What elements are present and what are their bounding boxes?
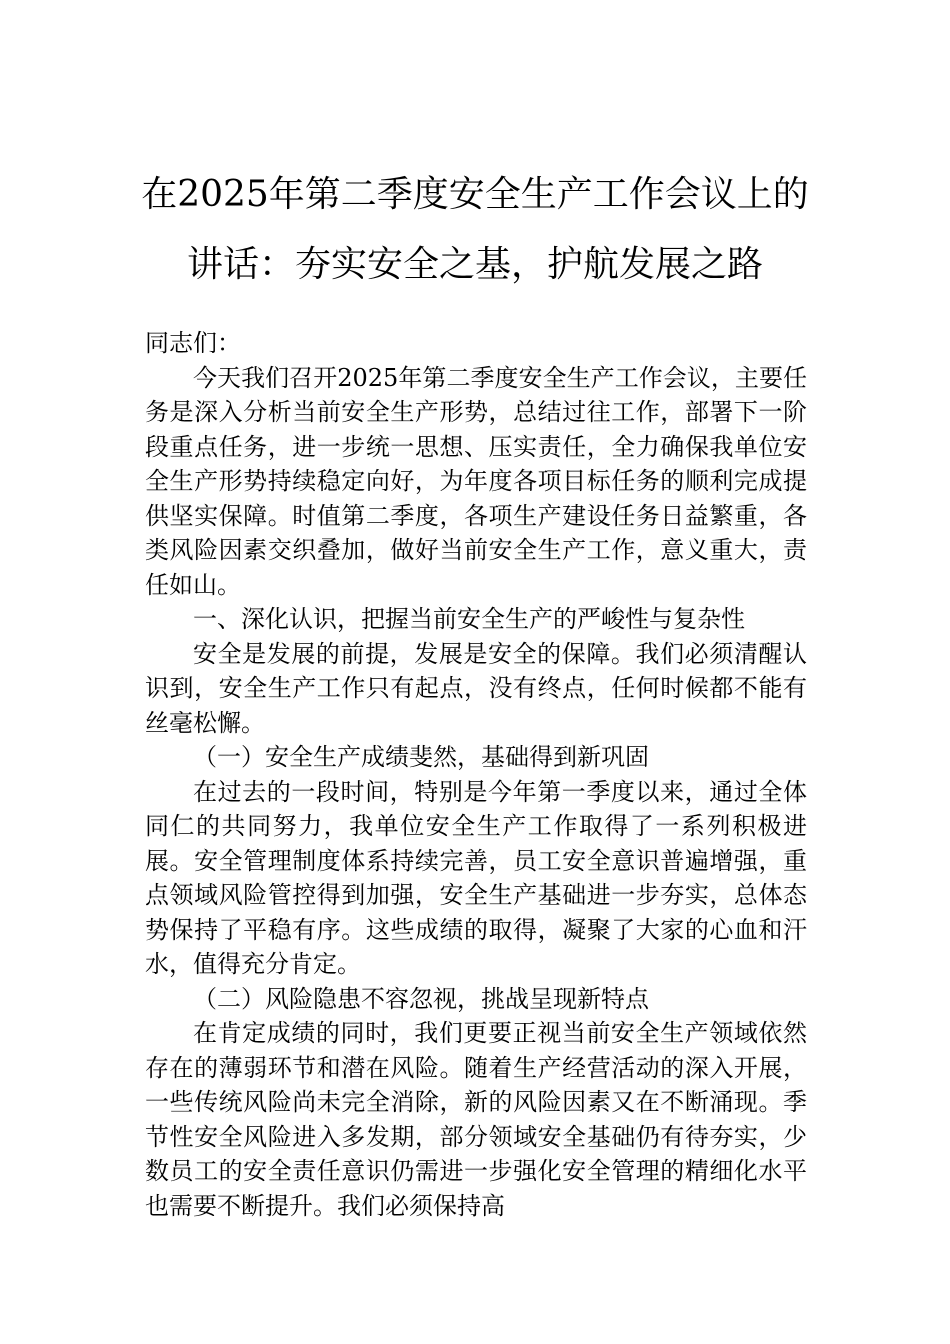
paragraph-subsection-1: 在过去的一段时间，特别是今年第一季度以来，通过全体同仁的共同努力，我单位安全生产工作取得了一系列积极进展。安全管理制度体系持续完善，员工安全意识普遍增强，重点领域风险管控得到加强，安全生产基础进一步夯实，总体态势保持了平稳有序。这些成绩的取得，凝聚了大家的心血和汗水，值得充分肯定。 <box>145 777 807 978</box>
paragraph-subsection-2: 在肯定成绩的同时，我们更要正视当前安全生产领域依然存在的薄弱环节和潜在风险。随着生产经营活动的深入开展，一些传统风险尚未完全消除，新的风险因素又在不断涌现。季节性安全风险进入多发期，部分领域安全基础仍有待夯实，少数员工的安全责任意识仍需进一步强化安全管理的精细化水平也需要不断提升。我们必须保持高 <box>145 1019 807 1220</box>
title-line-1: 在2025年第二季度安全生产工作会议上的 <box>141 174 809 215</box>
paragraph-intro: 今天我们召开2025年第二季度安全生产工作会议，主要任务是深入分析当前安全生产形势，总结过往工作，部署下一阶段重点任务，进一步统一思想、压实责任，全力确保我单位安全生产形势持续稳定向好，为年度各项目标任务的顺利完成提供坚实保障。时值第二季度，各项生产建设任务日益繁重，各类风险因素交织叠加，做好当前安全生产工作，意义重大，责任如山。 <box>145 363 807 599</box>
subsection-heading-1: （一）安全生产成绩斐然，基础得到新巩固 <box>193 743 649 771</box>
salutation: 同志们： <box>145 329 241 357</box>
document-title <box>110 160 840 300</box>
title-line-2: 讲话：夯实安全之基，护航发展之路 <box>186 244 763 285</box>
subsection-heading-2: （二）风险隐患不容忽视，挑战呈现新特点 <box>193 984 649 1013</box>
section-heading-1: 一、深化认识，把握当前安全生产的严峻性与复杂性 <box>193 605 745 633</box>
paragraph-section-1: 安全是发展的前提，发展是安全的保障。我们必须清醒认识到，安全生产工作只有起点，没有终点，任何时候都不能有丝毫松懈。 <box>145 639 807 737</box>
document-body <box>145 326 807 1223</box>
